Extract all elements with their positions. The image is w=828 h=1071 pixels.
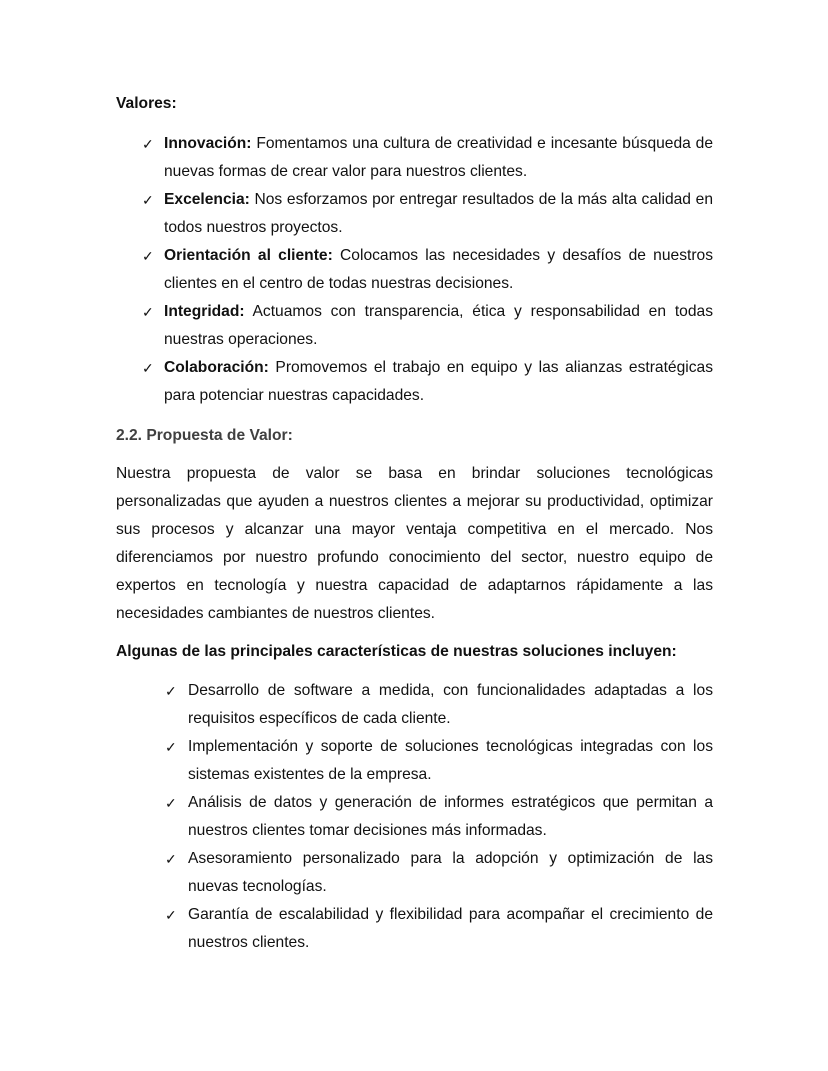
list-item: [116, 186, 713, 242]
list-item: [116, 845, 713, 901]
section-paragraph: Nuestra propuesta de valor se basa en brindar soluciones tecnológicas personalizadas que ayuden a nuestros clientes a mejorar su productividad, optimizar sus procesos y alcanzar una mayor ventaja competitiva en el mercado. Nos diferenciamos por nuestro profundo conocimiento del sector, nuestro equipo de expertos en tecnología y nuestra capacidad de adaptarnos rápidamente a las necesidades cambiantes de nuestros clientes.: [116, 465, 713, 622]
section-heading: 2.2. Propuesta de Valor:: [116, 427, 293, 444]
list-item: [116, 789, 713, 845]
check-mark-icon: ✓: [142, 360, 154, 376]
item-title: Excelencia:: [164, 191, 250, 208]
item-text: Desarrollo de software a medida, con funcionalidades adaptadas a los requisitos específicos de cada cliente.: [188, 682, 713, 727]
list-item: [116, 130, 713, 186]
item-title: Colaboración:: [164, 359, 269, 376]
check-mark-icon: ✓: [165, 683, 177, 699]
check-mark-icon: ✓: [165, 739, 177, 755]
features-heading: Algunas de las principales características de nuestras soluciones incluyen:: [116, 643, 677, 660]
item-title: Orientación al cliente:: [164, 247, 333, 264]
list-item: [116, 298, 713, 354]
item-text: Asesoramiento personalizado para la adopción y optimización de las nuevas tecnologías.: [188, 850, 713, 895]
values-heading: Valores:: [116, 95, 177, 112]
check-mark-icon: ✓: [142, 248, 154, 264]
list-item: [116, 733, 713, 789]
check-mark-icon: ✓: [142, 304, 154, 320]
check-mark-icon: ✓: [142, 192, 154, 208]
item-text: Análisis de datos y generación de informes estratégicos que permitan a nuestros clientes tomar decisiones más informadas.: [188, 794, 713, 839]
item-text: Implementación y soporte de soluciones tecnológicas integradas con los sistemas existentes de la empresa.: [188, 738, 713, 783]
values-list: [116, 130, 713, 410]
list-item: [116, 354, 713, 410]
item-title: Integridad:: [164, 303, 245, 320]
list-item: [116, 242, 713, 298]
check-mark-icon: ✓: [165, 907, 177, 923]
list-item: [116, 677, 713, 733]
check-mark-icon: ✓: [165, 851, 177, 867]
list-item: [116, 901, 713, 957]
item-text: Garantía de escalabilidad y flexibilidad para acompañar el crecimiento de nuestros clientes.: [188, 906, 713, 951]
item-text: Nos esforzamos por entregar resultados de la más alta calidad en todos nuestros proyectos.: [164, 191, 713, 236]
features-list: [116, 677, 713, 957]
check-mark-icon: ✓: [165, 795, 177, 811]
item-text: Colocamos las necesidades y desafíos de nuestros clientes en el centro de todas nuestras decisiones.: [164, 247, 713, 292]
item-text: Fomentamos una cultura de creatividad e incesante búsqueda de nuevas formas de crear valor para nuestros clientes.: [164, 135, 713, 180]
item-text: Actuamos con transparencia, ética y responsabilidad en todas nuestras operaciones.: [164, 303, 713, 348]
item-title: Innovación:: [164, 135, 252, 152]
item-text: Promovemos el trabajo en equipo y las alianzas estratégicas para potenciar nuestras capacidades.: [164, 359, 713, 404]
check-mark-icon: ✓: [142, 136, 154, 152]
